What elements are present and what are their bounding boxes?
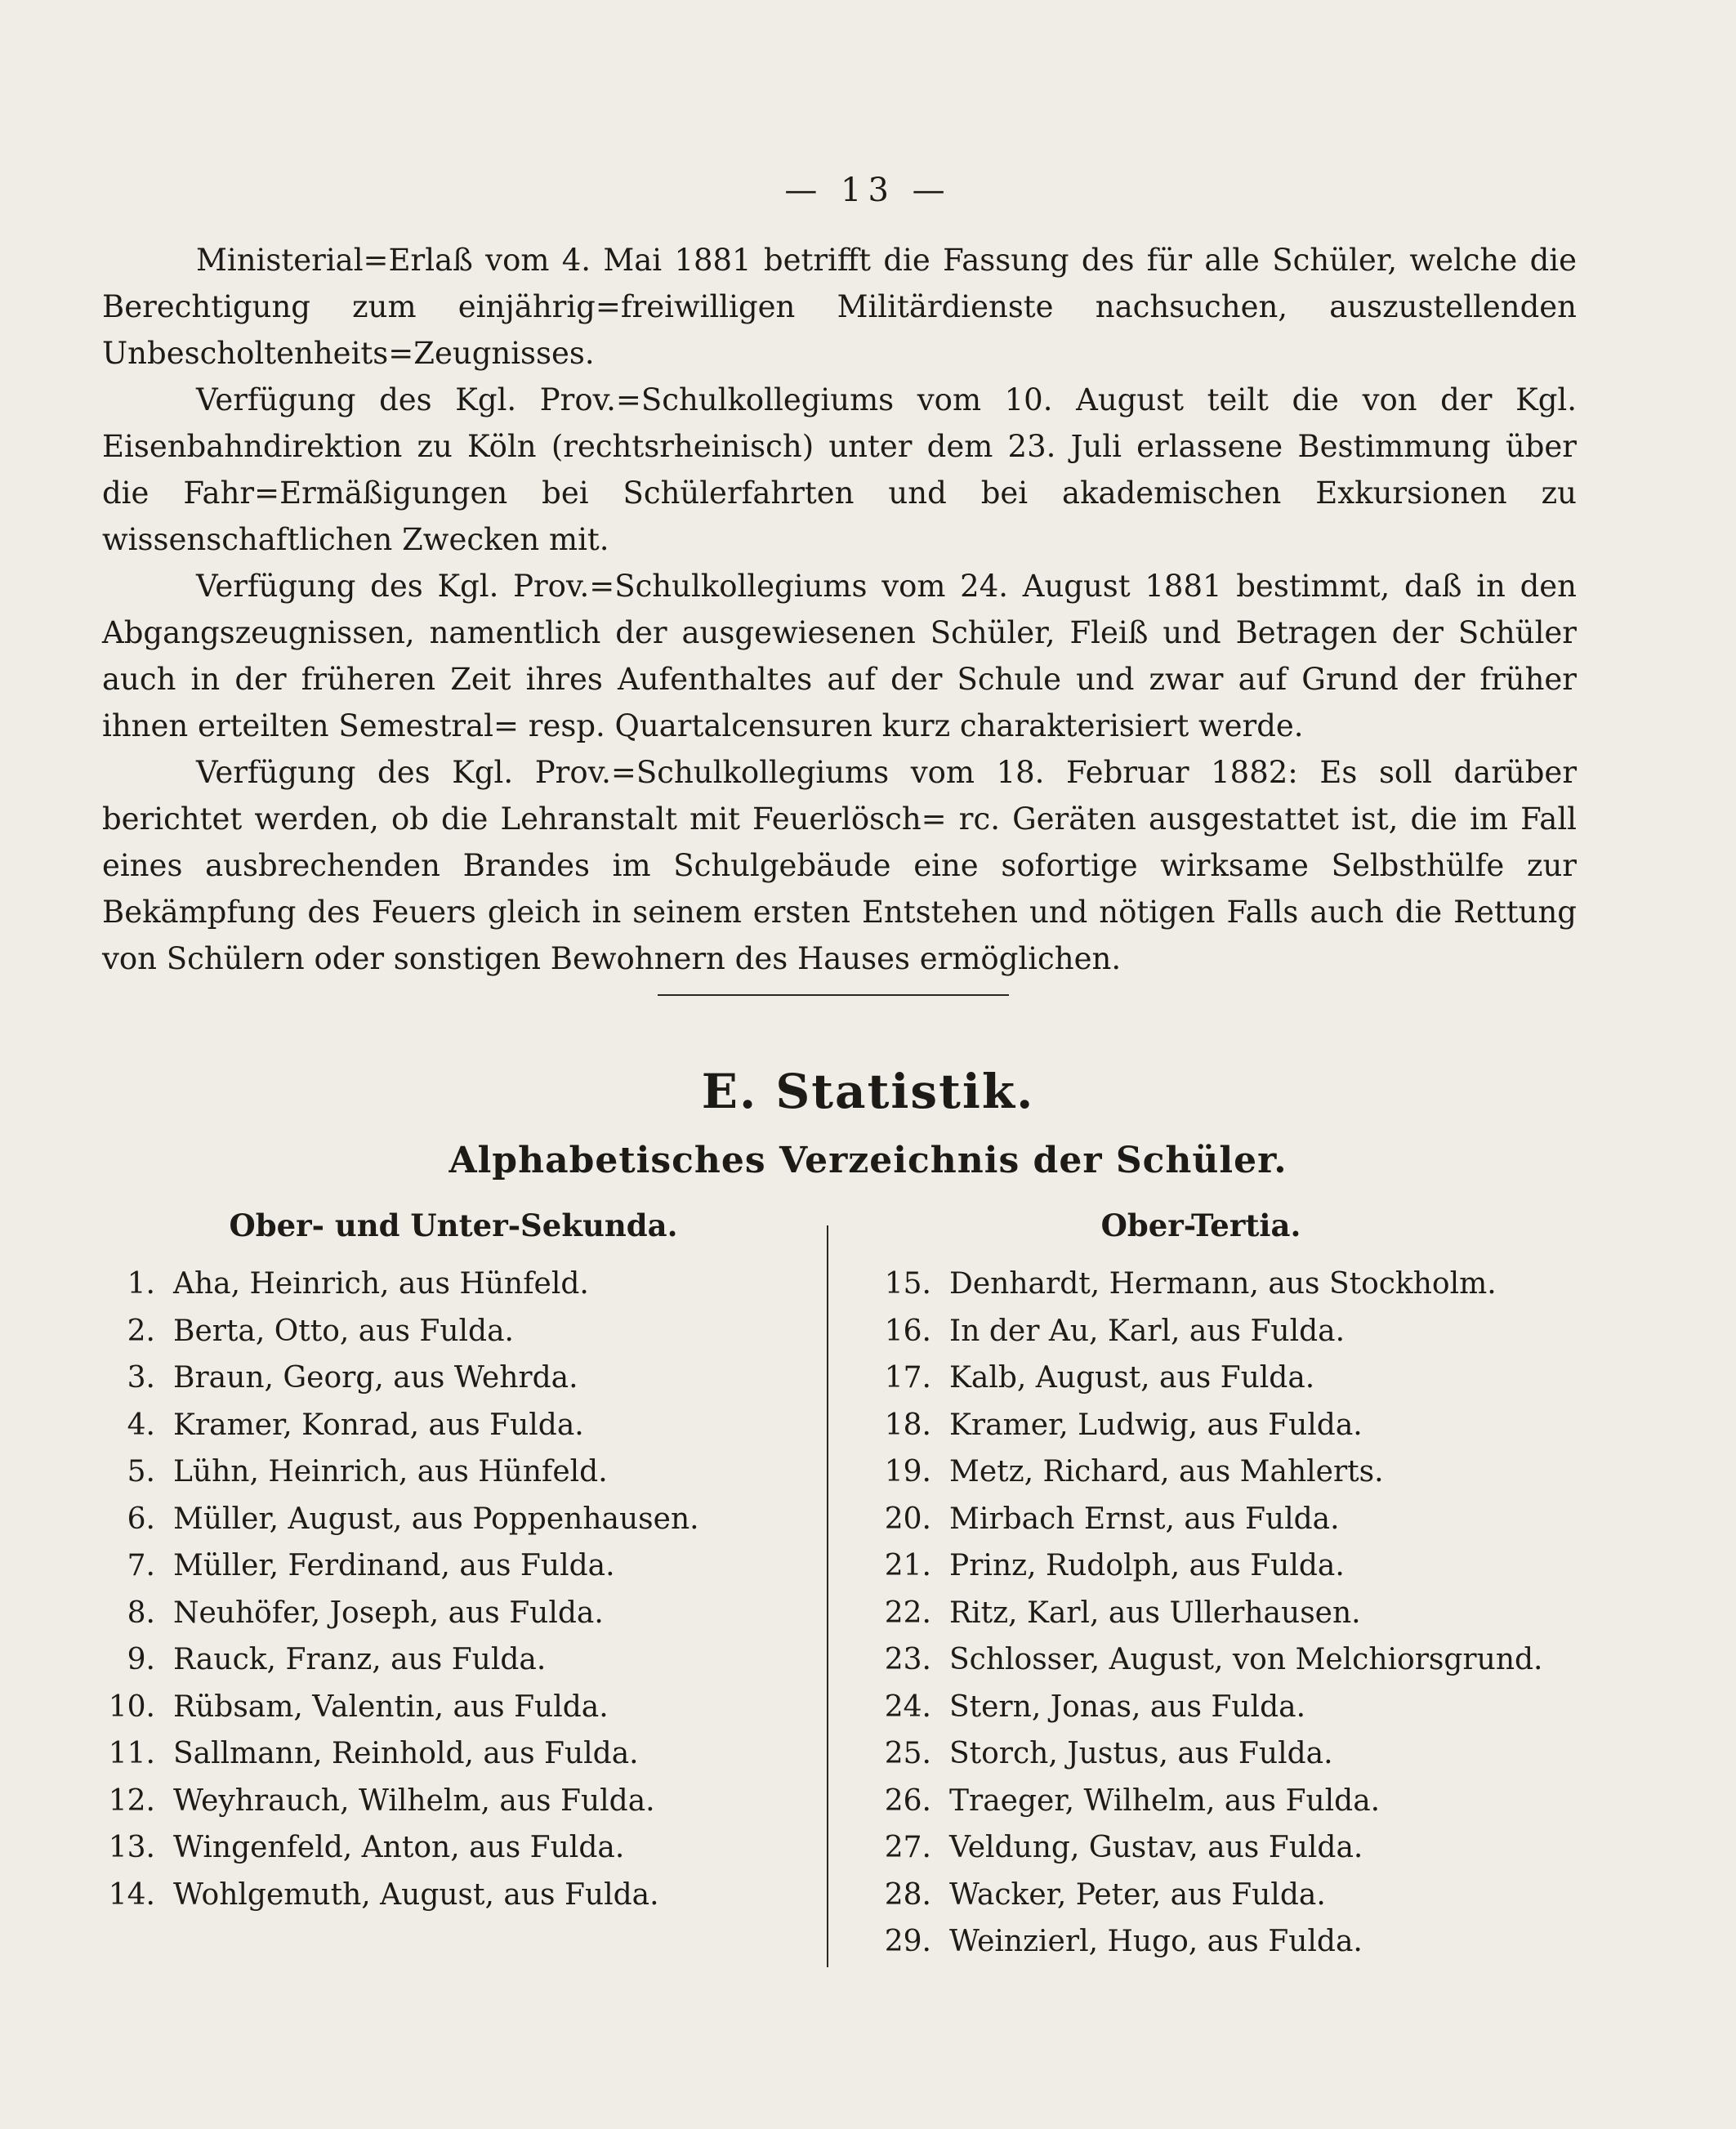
page-number: — 13 — — [784, 172, 952, 209]
entry-number: 18. — [884, 1408, 931, 1442]
entry-number: 29. — [884, 1925, 931, 1958]
student-name: Stern, Jonas, aus Fulda. — [949, 1689, 1306, 1724]
student-entry — [866, 1402, 1585, 1449]
student-name: Neuhöfer, Joseph, aus Fulda. — [173, 1596, 604, 1630]
student-name: Braun, Georg, aus Wehrda. — [173, 1361, 578, 1395]
entry-number: 8. — [127, 1596, 155, 1630]
entry-number: 28. — [884, 1877, 931, 1912]
entry-number: 16. — [884, 1314, 931, 1348]
student-entry — [94, 1542, 813, 1590]
entry-number: 26. — [884, 1783, 931, 1818]
entry-number: 13. — [108, 1831, 155, 1864]
column-divider — [827, 1225, 828, 1967]
student-entry — [94, 1684, 813, 1731]
paragraph-fire-equipment: Verfügung des Kgl. Prov.=Schulkollegiums vom 18. Februar 1882: Es soll darüber berichtet werden, ob die Lehranstalt mit Feuerlösch= rc. Geräten ausgestattet ist, die im Fall eines ausbrechenden Brandes im Schulgebäude eine sofortige wirksame Selbsthülfe zur Bekämpfung des Feuers gleich in seinem ersten Entstehen und nötigen Falls auch die Rettung von Schülern oder sonstigen Bewohnern des Hauses ermöglichen. — [102, 755, 1577, 976]
left-column-heading: Ober- und Unter-Sekunda. — [229, 1207, 678, 1243]
student-entry — [866, 1355, 1585, 1402]
entry-number: 25. — [884, 1737, 931, 1770]
student-entry — [866, 1636, 1585, 1684]
right-student-list — [866, 1261, 1585, 1966]
student-list-title: Alphabetisches Verzeichnis der Schüler. — [449, 1140, 1287, 1181]
paragraph-ministerial-decree: Ministerial=Erlaß vom 4. Mai 1881 betrifft die Fassung des für alle Schüler, welche die Berechtigung zum einjährig=freiwilligen Militärdienste nachsuchen, auszustellenden Unbescholtenheits=Zeugnisses. — [102, 243, 1577, 371]
student-name: Müller, Ferdinand, aus Fulda. — [173, 1549, 615, 1582]
entry-number: 27. — [884, 1831, 931, 1864]
student-name: Wingenfeld, Anton, aus Fulda. — [173, 1831, 625, 1864]
student-entry — [866, 1918, 1585, 1966]
entry-number: 24. — [884, 1689, 931, 1724]
entry-number: 17. — [884, 1361, 931, 1395]
student-entry — [866, 1261, 1585, 1308]
student-name: Schlosser, August, von Melchiorsgrund. — [949, 1643, 1543, 1676]
student-entry — [866, 1778, 1585, 1825]
student-name: Veldung, Gustav, aus Fulda. — [949, 1831, 1363, 1864]
entry-number: 15. — [884, 1267, 931, 1301]
student-name: Müller, August, aus Poppenhausen. — [173, 1502, 699, 1536]
student-entry — [866, 1542, 1585, 1590]
student-name: In der Au, Karl, aus Fulda. — [949, 1314, 1346, 1348]
student-name: Wacker, Peter, aus Fulda. — [949, 1877, 1326, 1912]
student-name: Kramer, Konrad, aus Fulda. — [173, 1408, 584, 1442]
entry-number: 14. — [108, 1877, 155, 1912]
student-name: Berta, Otto, aus Fulda. — [173, 1314, 514, 1348]
student-entry — [94, 1496, 813, 1543]
student-entry — [94, 1636, 813, 1684]
student-name: Metz, Richard, aus Mahlerts. — [949, 1455, 1384, 1489]
student-name: Weyhrauch, Wilhelm, aus Fulda. — [173, 1783, 655, 1818]
student-name: Rübsam, Valentin, aus Fulda. — [173, 1689, 609, 1724]
student-entry — [94, 1872, 813, 1919]
student-name: Prinz, Rudolph, aus Fulda. — [949, 1549, 1345, 1582]
entry-number: 22. — [884, 1596, 931, 1630]
student-entry — [94, 1778, 813, 1825]
entry-number: 11. — [108, 1737, 155, 1770]
entry-number: 10. — [108, 1689, 155, 1724]
student-entry — [866, 1730, 1585, 1778]
student-name: Weinzierl, Hugo, aus Fulda. — [949, 1925, 1363, 1958]
student-entry — [94, 1448, 813, 1496]
entry-number: 5. — [127, 1455, 155, 1489]
left-student-list — [94, 1261, 813, 1918]
section-title: E. Statistik. — [701, 1064, 1035, 1119]
student-name: Rauck, Franz, aus Fulda. — [173, 1643, 547, 1676]
entry-number: 19. — [884, 1455, 931, 1489]
student-entry — [866, 1824, 1585, 1872]
student-name: Wohlgemuth, August, aus Fulda. — [173, 1877, 659, 1912]
entry-number: 6. — [127, 1502, 155, 1536]
student-name: Kalb, August, aus Fulda. — [949, 1361, 1315, 1395]
entry-number: 3. — [127, 1361, 155, 1395]
student-name: Mirbach Ernst, aus Fulda. — [949, 1502, 1340, 1536]
student-name: Aha, Heinrich, aus Hünfeld. — [173, 1267, 589, 1301]
student-entry — [866, 1448, 1585, 1496]
student-entry — [94, 1730, 813, 1778]
student-name: Lühn, Heinrich, aus Hünfeld. — [173, 1455, 608, 1489]
entry-number: 21. — [884, 1549, 931, 1582]
student-entry — [866, 1308, 1585, 1355]
entry-number: 20. — [884, 1502, 931, 1536]
entry-number: 4. — [127, 1408, 155, 1442]
student-name: Denhardt, Hermann, aus Stockholm. — [949, 1267, 1497, 1301]
student-entry — [866, 1590, 1585, 1637]
student-entry — [94, 1824, 813, 1872]
student-entry — [94, 1308, 813, 1355]
decrees-text — [102, 237, 1577, 982]
paragraph-leaving-certificates: Verfügung des Kgl. Prov.=Schulkollegiums vom 24. August 1881 bestimmt, daß in den Abgangszeugnissen, namentlich der ausgewiesenen Schüler, Fleiß und Betragen der Schüler auch in der früheren Zeit ihres Aufenthaltes auf der Schule und zwar auf Grund der früher ihnen erteilten Semestral= resp. Quartalcensuren kurz charakterisiert werde. — [102, 569, 1577, 743]
student-entry — [94, 1402, 813, 1449]
student-name: Kramer, Ludwig, aus Fulda. — [949, 1408, 1363, 1442]
student-entry — [94, 1355, 813, 1402]
entry-number: 12. — [108, 1783, 155, 1818]
student-entry — [866, 1684, 1585, 1731]
paragraph-railway-discount: Verfügung des Kgl. Prov.=Schulkollegiums vom 10. August teilt die von der Kgl. Eisenbahndirektion zu Köln (rechtsrheinisch) unter dem 23. Juli erlassene Bestimmung über die Fahr=Ermäßigungen bei Schülerfahrten und bei akademischen Exkursionen zu wissenschaftlichen Zwecken mit. — [102, 382, 1577, 557]
student-name: Ritz, Karl, aus Ullerhausen. — [949, 1596, 1361, 1630]
entry-number: 9. — [127, 1643, 155, 1676]
student-entry — [866, 1496, 1585, 1543]
right-column-heading: Ober-Tertia. — [1100, 1207, 1301, 1243]
student-entry — [866, 1872, 1585, 1919]
entry-number: 1. — [127, 1267, 155, 1301]
entry-number: 7. — [127, 1549, 155, 1582]
section-divider-rule — [658, 994, 1009, 996]
student-name: Storch, Justus, aus Fulda. — [949, 1737, 1333, 1770]
entry-number: 23. — [884, 1643, 931, 1676]
student-name: Traeger, Wilhelm, aus Fulda. — [949, 1783, 1381, 1818]
entry-number: 2. — [127, 1314, 155, 1348]
student-entry — [94, 1590, 813, 1637]
student-entry — [94, 1261, 813, 1308]
student-name: Sallmann, Reinhold, aus Fulda. — [173, 1737, 639, 1770]
